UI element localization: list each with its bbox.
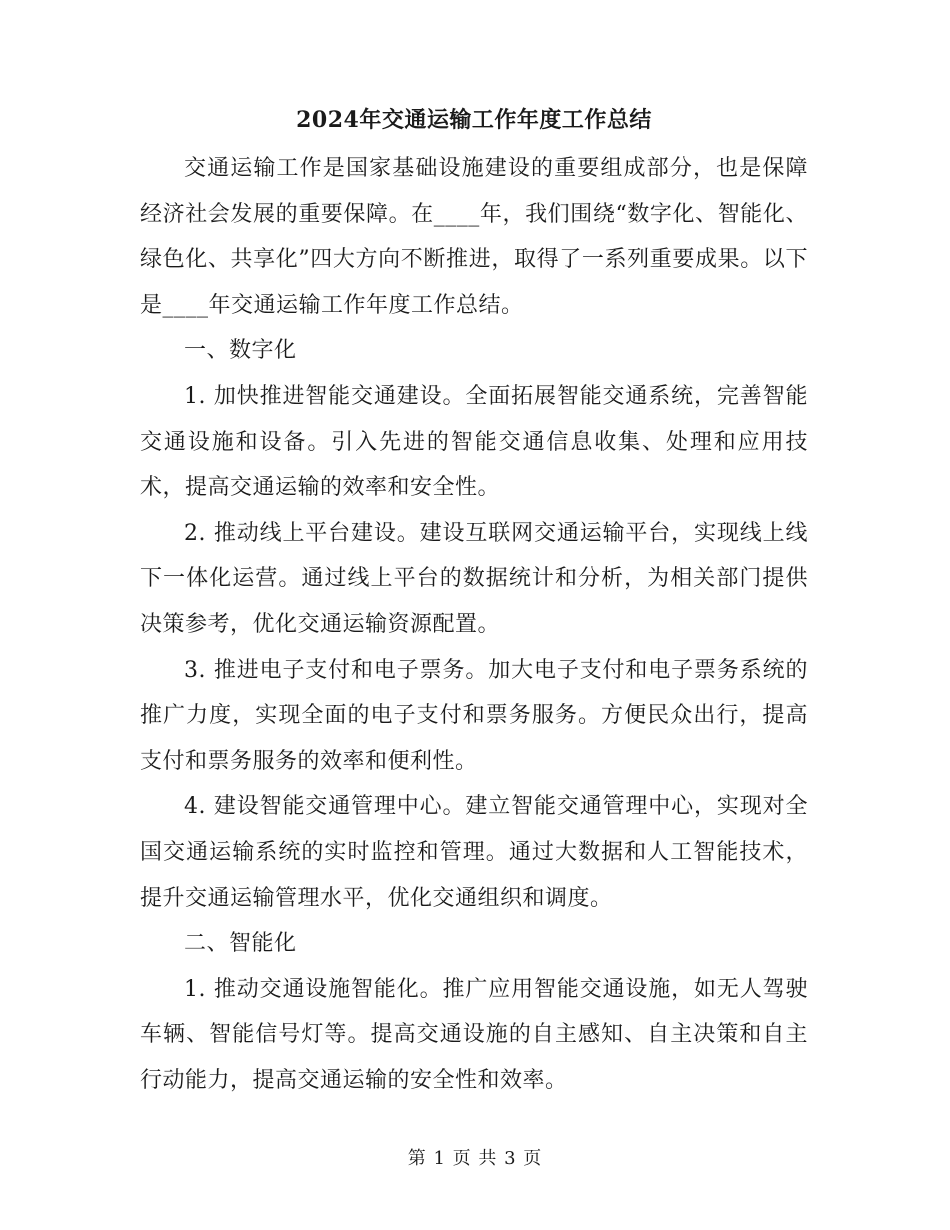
list-item-paragraph: 4. 建设智能交通管理中心。建立智能交通管理中心，实现对全国交通运输系统的实时监控和管理。通过大数据和人工智能技术，提升交通运输管理水平，优化交通组织和调度。 (140, 794, 808, 911)
document-body (140, 104, 808, 1103)
list-item-paragraph: 2. 推动线上平台建设。建设互联网交通运输平台，实现线上线下一体化运营。通过线上平台的数据统计和分析，为相关部门提供决策参考，优化交通运输资源配置。 (140, 520, 808, 637)
section-heading-intelligence: 二、智能化 (184, 931, 297, 957)
intro-paragraph: 交通运输工作是国家基础设施建设的重要组成部分，也是保障经济社会发展的重要保障。在____年，我们围绕“数字化、智能化、绿色化、共享化”四大方向不断推进，取得了一系列重要成果。以下是____年交通运输工作年度工作总结。 (140, 156, 808, 318)
list-item-paragraph: 3. 推进电子支付和电子票务。加大电子支付和电子票务系统的推广力度，实现全面的电子支付和票务服务。方便民众出行，提高支付和票务服务的效率和便利性。 (140, 657, 808, 774)
section-heading-digitalization: 一、数字化 (184, 338, 297, 364)
document-title: 2024年交通运输工作年度工作总结 (296, 107, 652, 133)
list-item-paragraph: 1. 推动交通设施智能化。推广应用智能交通设施，如无人驾驶车辆、智能信号灯等。提高交通设施的自主感知、自主决策和自主行动能力，提高交通运输的安全性和效率。 (140, 976, 808, 1093)
list-item-paragraph: 1. 加快推进智能交通建设。全面拓展智能交通系统，完善智能交通设施和设备。引入先进的智能交通信息收集、处理和应用技术，提高交通运输的效率和安全性。 (140, 383, 808, 501)
page-number-footer: 第 1 页 共 3 页 (407, 1148, 543, 1169)
